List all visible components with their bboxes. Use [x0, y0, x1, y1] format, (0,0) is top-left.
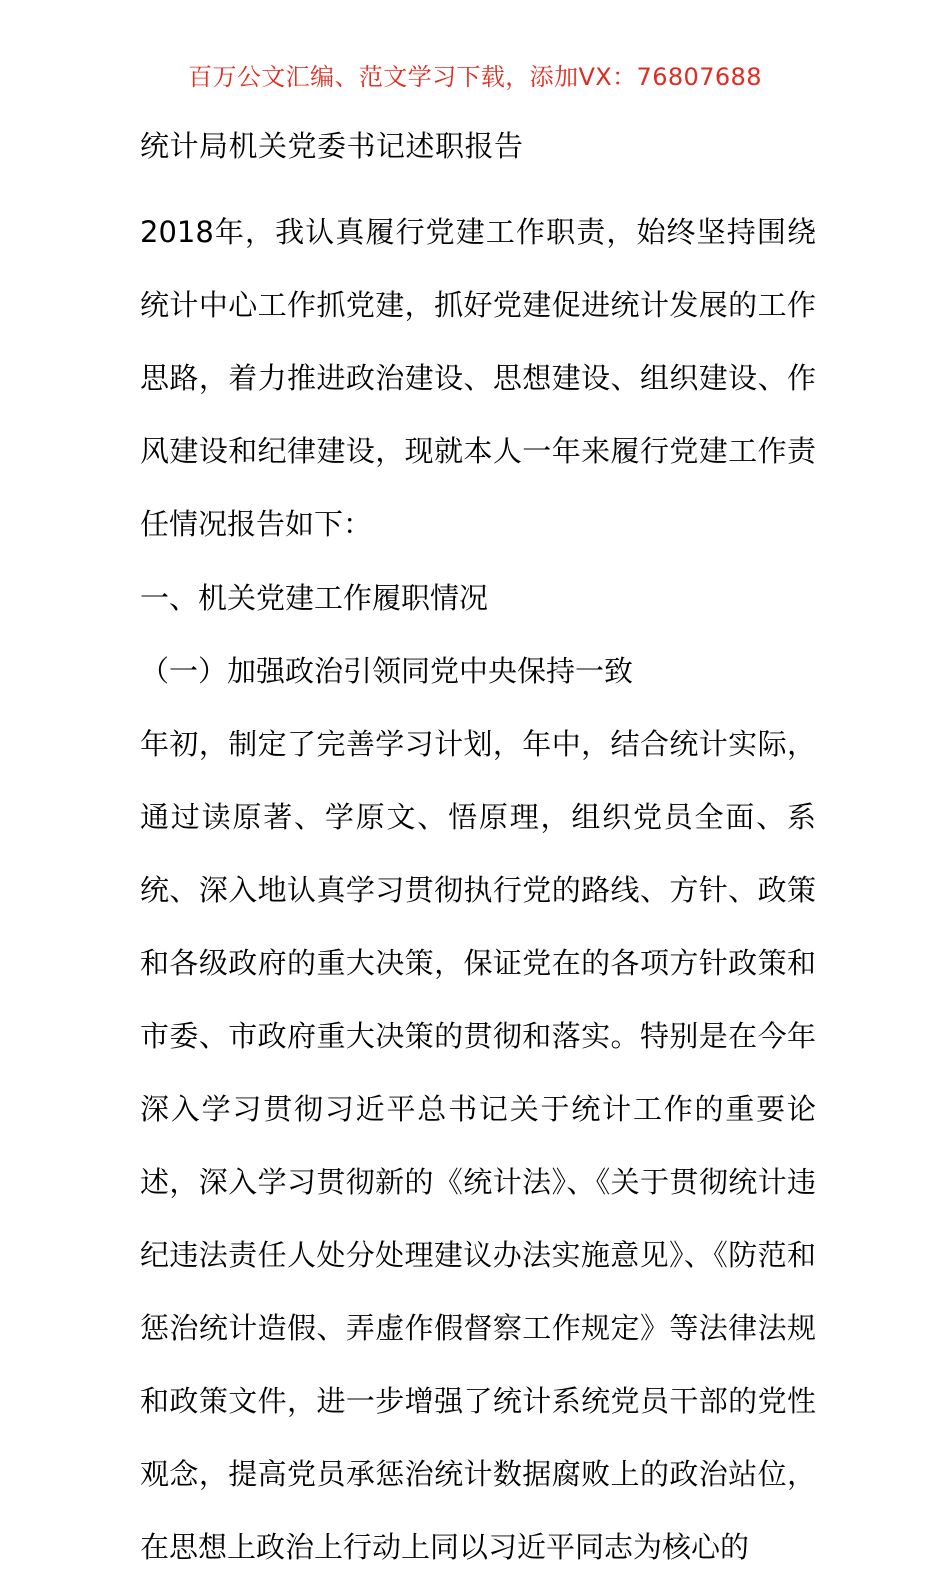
section-heading-1: 一、机关党建工作履职情况	[140, 581, 489, 615]
promo-watermark-header: 百万公文汇编、范文学习下载，添加VX：76807688	[188, 63, 762, 91]
paragraph-body-1-1: 年初，制定了完善学习计划，年中，结合统计实际，通过读原著、学原文、悟原理，组织党员全面、系统、深入地认真学习贯彻执行党的路线、方针、政策和各级政府的重大决策，保证党在的各项方针政策和市委、市政府重大决策的贯彻和落实。特别是在今年深入学习贯彻习近平总书记关于统计工作的重要论述，深入学习贯彻新的《统计法》、《关于贯彻统计违纪违法责任人处分处理建议办法实施意见》、《防范和惩治统计造假、弄虚作假督察工作规定》等法律法规和政策文件，进一步增强了统计系统党员干部的党性观念，提高党员承惩治统计数据腐败上的政治站位，在思想上政治上行动上同以习近平同志为核心的	[140, 727, 816, 1564]
page-title: 统计局机关党委书记述职报告	[140, 129, 524, 163]
paragraph-intro: 2018年，我认真履行党建工作职责，始终坚持围绕统计中心工作抓党建，抓好党建促进统计发展的工作思路，着力推进政治建设、思想建设、组织建设、作风建设和纪律建设，现就本人一年来履行党建工作责任情况报告如下：	[140, 215, 816, 541]
subsection-heading-1-1: （一）加强政治引领同党中央保持一致	[140, 654, 634, 688]
document-body	[140, 124, 816, 1585]
